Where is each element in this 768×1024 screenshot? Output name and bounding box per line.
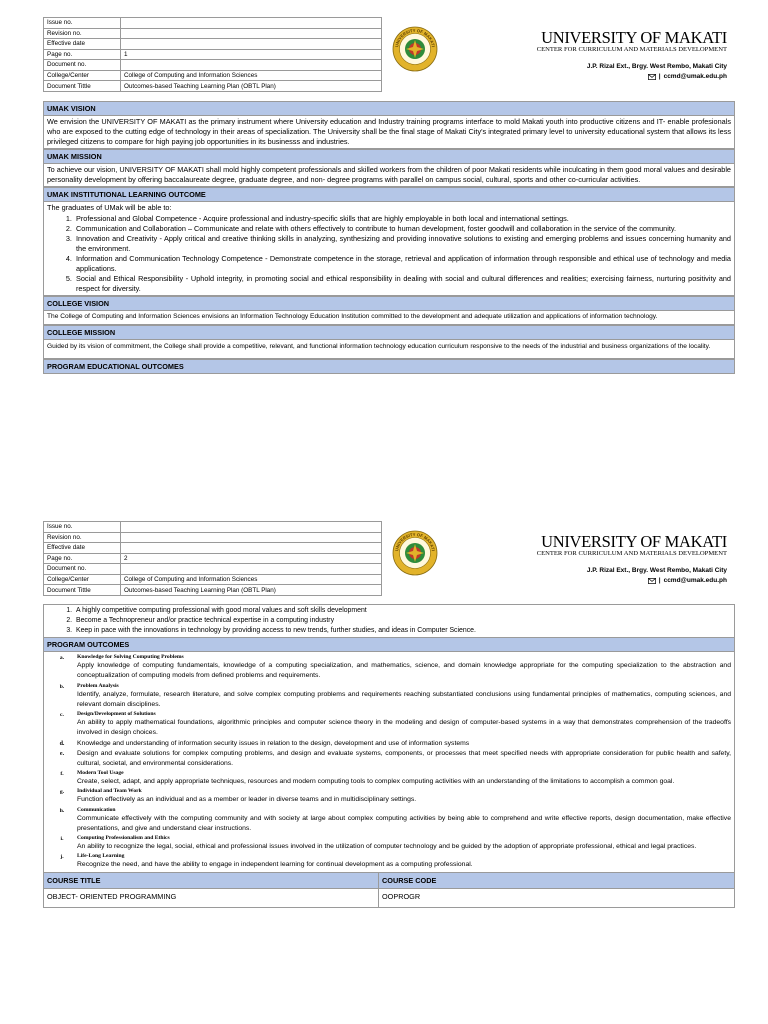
ilo-list (47, 214, 731, 295)
document-info-label: Revision no. (44, 532, 121, 543)
ilo-item: 3. Innovation and Creativity - Apply critical and creative thinking skills in analyzing, synthesizing and providing innovative solutions to existing and emerging problems and issues concerning humanity and the environment. (74, 234, 731, 254)
center-name: CENTER FOR CURRICULUM AND MATERIALS DEVELOPMENT (536, 550, 727, 557)
peo-section (43, 604, 735, 638)
document-info-row (44, 60, 382, 71)
program-outcome-item (47, 682, 731, 710)
email-separator: | (658, 577, 661, 584)
outcome-body (77, 749, 731, 769)
outcome-letter: i. (60, 835, 64, 842)
email-address[interactable]: ccmd@umak.edu.ph (663, 577, 727, 584)
document-info-table (43, 17, 382, 92)
ilo-intro: The graduates of UMak will be able to: (47, 203, 172, 213)
document-info-label: Issue no. (44, 522, 121, 533)
document-info-rows (44, 18, 382, 92)
document-info-value: 2 (121, 553, 382, 564)
mail-icon (648, 74, 656, 80)
document-header (43, 17, 735, 92)
ilo-item: 2. Communication and Collaboration – Communicate and relate with others effectively to contribute to human development, foster goodwill and collaboration in the service of the community. (74, 224, 731, 234)
program-outcome-item (47, 749, 731, 769)
outcome-body (77, 787, 731, 805)
ilo-item: 5. Social and Ethical Responsibility - Uphold integrity, in promoting social and ethical responsibility in dealing with social and cultural differences and realities; exercising fairness, nurturing positivity and respect for diversity. (74, 274, 731, 294)
umak-vision-text: We envision the UNIVERSITY OF MAKATI as the primary instrument where University education and Industry training programs interface to mold Makati youth into productive citizens and IT- enable profesionals who are exposed to the cutting edge of technology in their areas of specialization. The University shall be the final stage of Makati City's integrated primary level to university educational system that allows its less privileged citizens to compare for high paying job opportunities in its businesss and industries. (43, 116, 735, 149)
email-line (438, 73, 727, 80)
outcome-letter: e. (59, 750, 65, 757)
program-outcome-item (47, 653, 731, 681)
document-info-label: Revision no. (44, 28, 121, 39)
program-outcome-item (47, 710, 731, 738)
course-code-column (379, 873, 734, 907)
document-info-value: College of Computing and Information Sciences (121, 574, 382, 585)
university-info (438, 530, 735, 584)
umak-vision-heading: UMAK VISION (43, 101, 735, 116)
outcome-text: Create, select, adapt, and apply appropriate techniques, resources and modern computing tools to complex computing activities with an understanding of the limitations to accomplish a common goal. (77, 778, 675, 786)
outcome-text: An ability to recognize the legal, social, ethical and professional issues involved in the utilization of computer technology and be guided by the adoption of appropriate professional, ethical and legal practices. (77, 842, 697, 850)
document-info-value: Outcomes-based Teaching Learning Plan (OBTL Plan) (121, 81, 382, 92)
peo-heading: PROGRAM EDUCATIONAL OUTCOMES (43, 359, 735, 374)
outcome-text: Function effectively as an individual and as a member or leader in diverse teams and in multidisciplinary settings. (77, 796, 417, 804)
email-separator: | (658, 73, 661, 80)
university-name: UNIVERSITY OF MAKATI (541, 532, 727, 551)
document-info-label: Document Tittle (44, 81, 121, 92)
college-mission-text: Guided by its vision of commitment, the College shall provide a competitive, relevant, and functional information technology education curriculum responsive to the needs of the industrial and business organizations of the locality. (43, 340, 735, 359)
document-info-row (44, 49, 382, 60)
outcome-title: Individual and Team Work (77, 788, 142, 795)
document-info-value (121, 60, 382, 71)
program-outcomes-heading: PROGRAM OUTCOMES (43, 638, 735, 652)
outcome-letter: g. (59, 789, 65, 796)
outcome-letter: j. (60, 854, 64, 861)
seal-lettering: UNIVERSITY OF MAKATI (394, 27, 436, 48)
course-title-value: OBJECT- ORIENTED PROGRAMMING (47, 892, 177, 902)
outcome-text: Recognize the need, and have the ability to engage in independent learning for continual development as a computing professional. (77, 861, 473, 869)
document-info-row (44, 28, 382, 39)
outcome-letter: b. (59, 683, 65, 690)
document-info-row (44, 585, 382, 596)
document-page-1 (43, 17, 735, 374)
outcome-title: Design/Development of Solutions (77, 711, 156, 718)
outcome-title: Knowledge for Solving Computing Problems (77, 654, 184, 661)
peo-item: 1. A highly competitive computing professional with good moral values and soft skills development (74, 606, 731, 616)
program-outcome-item (47, 739, 731, 749)
college-mission-heading: COLLEGE MISSION (43, 325, 735, 340)
outcome-body (77, 682, 731, 710)
program-outcome-item (47, 806, 731, 834)
document-info-row (44, 70, 382, 81)
document-info-value (121, 39, 382, 50)
university-info (438, 26, 735, 80)
outcome-letter: d. (59, 740, 65, 747)
outcome-body (77, 834, 731, 852)
ilo-section (43, 202, 735, 296)
outcome-text: Knowledge and understanding of information security issues in relation to the design, development and use of information systems (77, 739, 470, 747)
outcome-body (77, 710, 731, 738)
peo-item: 2. Become a Technopreneur and/or practice technical expertise in a computing industry (74, 616, 731, 626)
ilo-item: 4. Information and Communication Technology Competence - Demonstrate competence in the storage, retrieval and application of information through responsible and ethical use of technology and media applications. (74, 254, 731, 274)
document-info-label: College/Center (44, 574, 121, 585)
university-branding (382, 521, 735, 596)
document-info-rows (44, 522, 382, 596)
umak-mission-text: To achieve our vision, UNIVERSITY OF MAKATI shall mold highly competent professionals and skilled workers from the children of poor Makati residents while inculcating in them good moral values and desirable personality development by offering baccalaureate degree, graduate degree, and non- degree programs with parallel on campus social, cultural, sports and other co-curricular activities. (43, 164, 735, 187)
course-code-value: OOPROGR (382, 892, 421, 902)
university-name: UNIVERSITY OF MAKATI (541, 28, 727, 47)
outcome-text: An ability to apply mathematical foundations, algorithmic principles and computer science theory in the modeling and design of computer-based systems in a way that demonstrates comprehension of the tradeoffs involved in design choices. (77, 719, 731, 737)
university-address: J.P. Rizal Ext., Brgy. West Rembo, Makati City (586, 567, 727, 574)
document-info-label: Page no. (44, 553, 121, 564)
program-outcome-item (47, 852, 731, 870)
outcome-body (77, 769, 731, 787)
university-seal-icon (392, 26, 438, 72)
course-title-column (44, 873, 379, 907)
outcome-title: Computing Professionalism and Ethics (77, 834, 170, 841)
document-info-row (44, 522, 382, 533)
document-info-row (44, 553, 382, 564)
course-table (43, 873, 735, 908)
seal-lettering: UNIVERSITY OF MAKATI (394, 531, 436, 552)
outcome-body (77, 739, 731, 749)
document-info-value: Outcomes-based Teaching Learning Plan (OBTL Plan) (121, 585, 382, 596)
outcome-letter: a. (59, 655, 65, 662)
course-code-label: COURSE CODE (379, 873, 734, 889)
document-info-label: Document no. (44, 60, 121, 71)
peo-item: 3. Keep in pace with the innovations in technology by providing access to new trends, further studies, and ideas in Computer Science. (74, 626, 731, 636)
document-info-label: Effective date (44, 543, 121, 554)
document-page-2 (43, 521, 735, 908)
document-info-row (44, 543, 382, 554)
document-info-value (121, 28, 382, 39)
outcome-text: Apply knowledge of computing fundamentals, knowledge of a computing specialization, and mathematics, science, and domain knowledge appropriate for the computing specialization to the abstraction and conceptualization of computing models from defined problems and requirements. (77, 662, 731, 680)
document-info-label: Issue no. (44, 18, 121, 29)
college-vision-heading: COLLEGE VISION (43, 296, 735, 311)
outcome-body (77, 653, 731, 681)
document-info-label: College/Center (44, 70, 121, 81)
document-info-value (121, 564, 382, 575)
email-address[interactable]: ccmd@umak.edu.ph (663, 73, 727, 80)
program-outcome-item (47, 834, 731, 852)
document-info-value (121, 522, 382, 533)
university-seal-icon (392, 530, 438, 576)
document-info-row (44, 81, 382, 92)
program-outcomes-list (43, 652, 735, 873)
document-info-row (44, 39, 382, 50)
document-info-value: College of Computing and Information Sciences (121, 70, 382, 81)
document-info-row (44, 564, 382, 575)
course-title-label: COURSE TITLE (44, 873, 378, 889)
document-info-value (121, 18, 382, 29)
email-line (438, 577, 727, 584)
document-info-label: Effective date (44, 39, 121, 50)
outcome-letter: f. (60, 771, 64, 778)
outcome-letter: c. (60, 712, 64, 719)
outcome-letter: h. (59, 807, 65, 814)
college-vision-text: The College of Computing and Information Sciences envisions an Information Technology Education Institution committed to the development and adequate utilization and applications of information technology. (43, 311, 735, 324)
outcome-title: Life-Long Learning (77, 853, 125, 860)
outcome-title: Communication (77, 806, 116, 813)
document-info-value (121, 532, 382, 543)
outcome-body (77, 852, 731, 870)
document-header (43, 521, 735, 596)
outcome-title: Modern Tool Usage (77, 770, 124, 777)
ilo-heading: UMAK INSTITUTIONAL LEARNING OUTCOME (43, 187, 735, 202)
center-name: CENTER FOR CURRICULUM AND MATERIALS DEVELOPMENT (536, 46, 727, 53)
ilo-item: 1. Professional and Global Competence - Acquire professional and industry-specific skills that are highly employable in both local and international settings. (74, 214, 731, 224)
outcome-body (77, 806, 731, 834)
outcome-text: Communicate effectively with the computing community and with society at large about complex computing activities by being able to comprehend and write effective reports, design documentation, make effective presentations, and give and understand clear instructions. (77, 814, 731, 832)
university-branding (382, 17, 735, 92)
document-info-value (121, 543, 382, 554)
program-outcome-item (47, 787, 731, 805)
document-info-value: 1 (121, 49, 382, 60)
document-info-table (43, 521, 382, 596)
outcome-text: Identify, analyze, formulate, research literature, and solve complex computing problems and requirements reaching substantiated conclusions using fundamental principles of mathematics, computing sciences, and relevant domain disciplines. (77, 690, 731, 708)
peo-list (47, 606, 731, 636)
document-info-label: Document no. (44, 564, 121, 575)
outcome-title: Problem Analysis (77, 682, 119, 689)
document-info-label: Page no. (44, 49, 121, 60)
document-info-row (44, 574, 382, 585)
outcome-text: Design and evaluate solutions for complex computing problems, and design and evaluate systems, components, or processes that meet specified needs with appropriate consideration for public health and safety, cultural, societal, and environmental considerations. (77, 749, 731, 767)
mail-icon (648, 578, 656, 584)
document-info-row (44, 532, 382, 543)
university-address: J.P. Rizal Ext., Brgy. West Rembo, Makati City (586, 63, 727, 70)
document-info-label: Document Tittle (44, 585, 121, 596)
program-outcome-item (47, 769, 731, 787)
document-info-row (44, 18, 382, 29)
umak-mission-heading: UMAK MISSION (43, 149, 735, 164)
